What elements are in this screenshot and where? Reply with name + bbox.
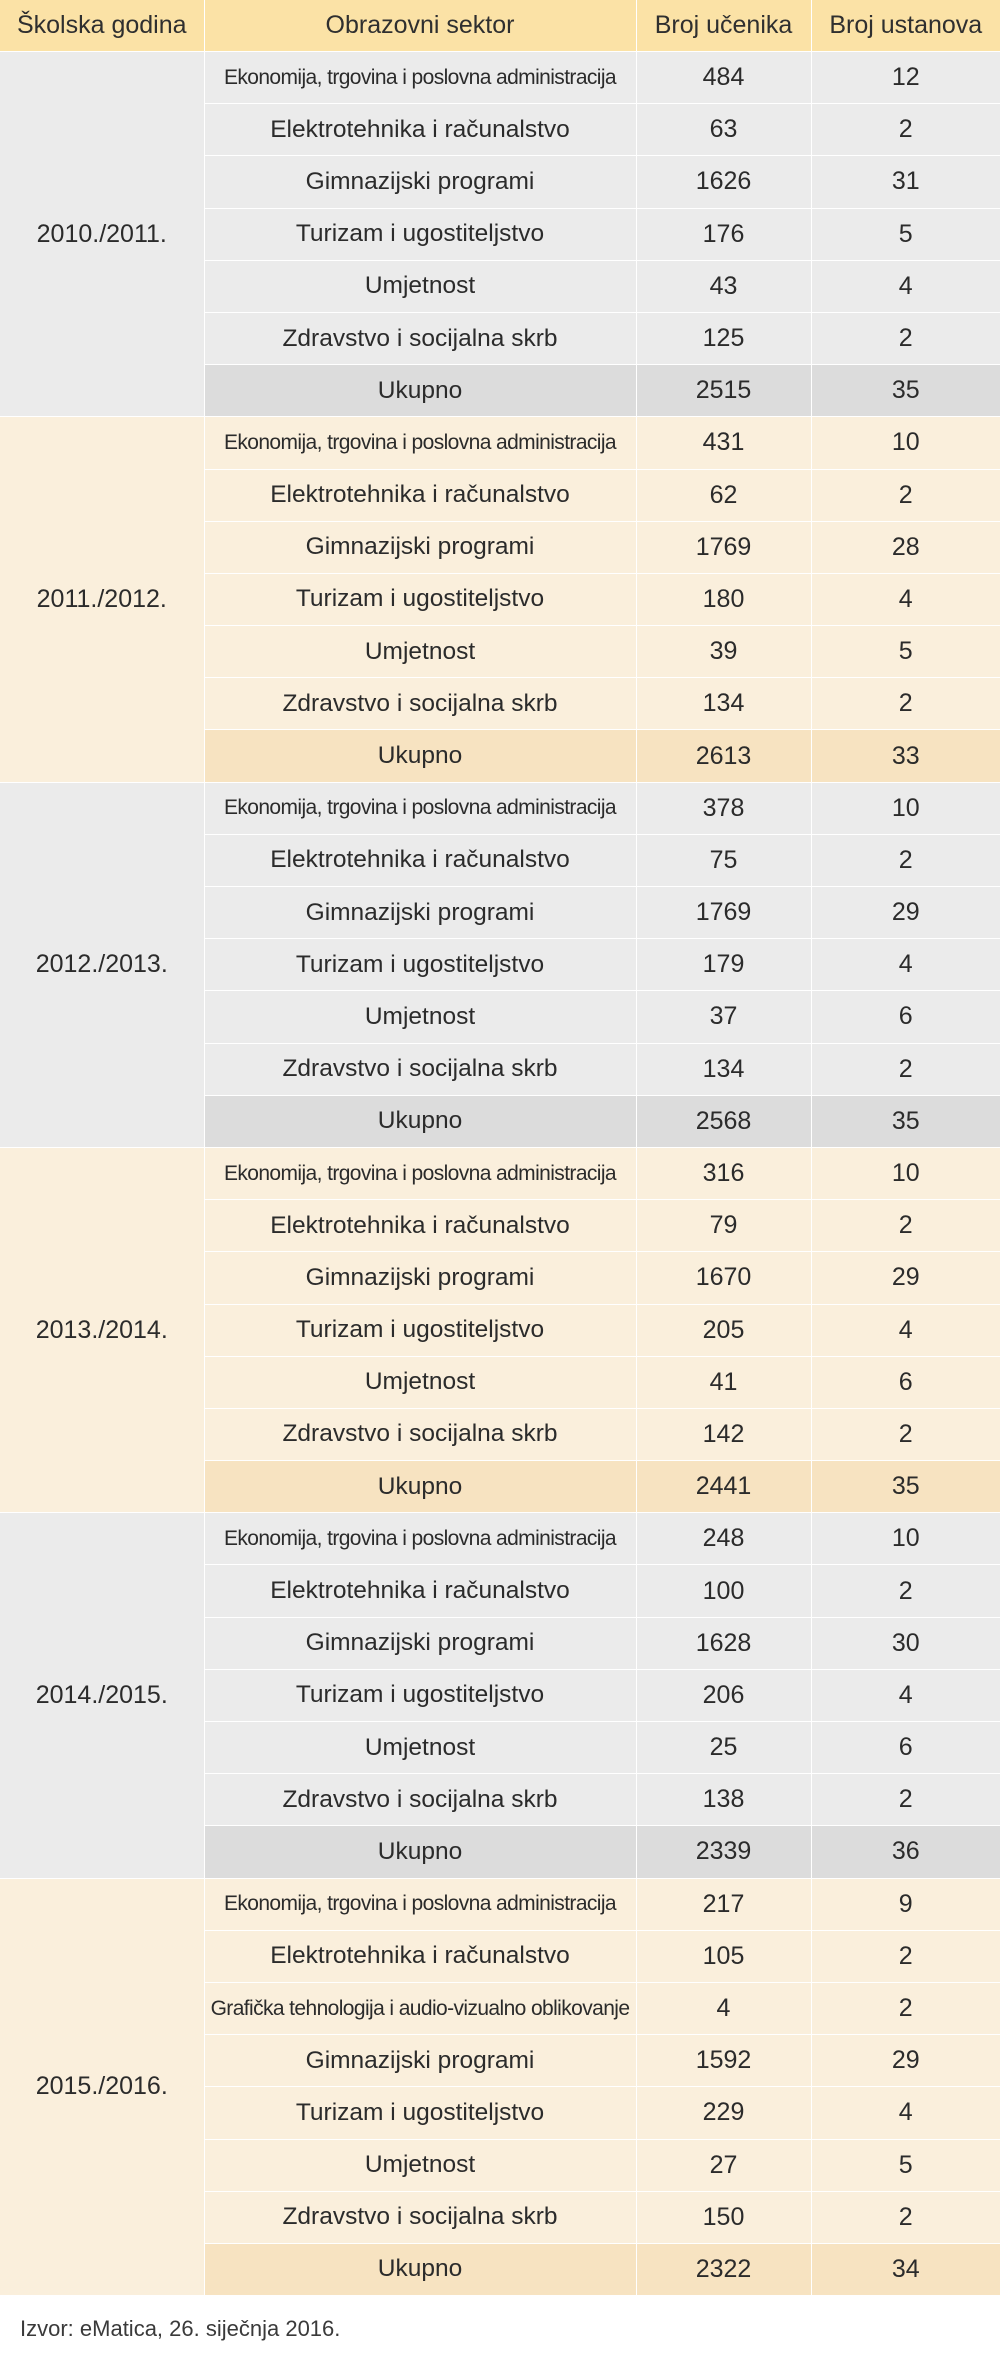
students-count-cell: 125 <box>636 312 811 364</box>
school-year-cell: 2013./2014. <box>0 1147 204 1512</box>
sector-cell: Zdravstvo i socijalna skrb <box>204 312 636 364</box>
students-count-cell: 41 <box>636 1356 811 1408</box>
sector-cell: Umjetnost <box>204 626 636 678</box>
students-count-cell: 2515 <box>636 365 811 417</box>
sector-cell: Elektrotehnika i računalstvo <box>204 1565 636 1617</box>
students-count-cell: 229 <box>636 2087 811 2139</box>
school-year-cell: 2014./2015. <box>0 1513 204 1878</box>
sector-cell: Elektrotehnika i računalstvo <box>204 1200 636 1252</box>
school-year-cell: 2010./2011. <box>0 52 204 417</box>
students-count-cell: 25 <box>636 1722 811 1774</box>
institutions-count-cell: 2 <box>811 104 1000 156</box>
sector-cell: Turizam i ugostiteljstvo <box>204 1304 636 1356</box>
students-count-cell: 75 <box>636 834 811 886</box>
sector-cell: Gimnazijski programi <box>204 2035 636 2087</box>
students-count-cell: 142 <box>636 1408 811 1460</box>
students-count-cell: 316 <box>636 1147 811 1199</box>
institutions-count-cell: 28 <box>811 521 1000 573</box>
sector-cell: Ekonomija, trgovina i poslovna administracija <box>204 417 636 469</box>
students-count-cell: 179 <box>636 939 811 991</box>
column-header-institutions: Broj ustanova <box>811 0 1000 52</box>
sector-cell: Ekonomija, trgovina i poslovna administracija <box>204 782 636 834</box>
institutions-count-cell: 2 <box>811 1043 1000 1095</box>
institutions-count-cell: 35 <box>811 1461 1000 1513</box>
institutions-count-cell: 2 <box>811 1565 1000 1617</box>
institutions-count-cell: 4 <box>811 260 1000 312</box>
sector-cell: Ekonomija, trgovina i poslovna administracija <box>204 1878 636 1930</box>
institutions-count-cell: 4 <box>811 2087 1000 2139</box>
table-row <box>0 52 1000 104</box>
sector-cell: Elektrotehnika i računalstvo <box>204 104 636 156</box>
students-count-cell: 150 <box>636 2191 811 2243</box>
students-count-cell: 2568 <box>636 1095 811 1147</box>
institutions-count-cell: 2 <box>811 1774 1000 1826</box>
total-label-cell: Ukupno <box>204 1826 636 1878</box>
students-count-cell: 63 <box>636 104 811 156</box>
students-count-cell: 62 <box>636 469 811 521</box>
sector-cell: Elektrotehnika i računalstvo <box>204 1930 636 1982</box>
students-count-cell: 43 <box>636 260 811 312</box>
institutions-count-cell: 33 <box>811 730 1000 782</box>
sector-cell: Umjetnost <box>204 2139 636 2191</box>
sector-cell: Elektrotehnika i računalstvo <box>204 469 636 521</box>
school-year-cell: 2011./2012. <box>0 417 204 782</box>
sector-cell: Turizam i ugostiteljstvo <box>204 573 636 625</box>
institutions-count-cell: 2 <box>811 469 1000 521</box>
students-count-cell: 134 <box>636 678 811 730</box>
institutions-count-cell: 4 <box>811 1669 1000 1721</box>
sector-cell: Turizam i ugostiteljstvo <box>204 939 636 991</box>
column-header-sector: Obrazovni sektor <box>204 0 636 52</box>
sector-cell: Turizam i ugostiteljstvo <box>204 208 636 260</box>
students-count-cell: 79 <box>636 1200 811 1252</box>
institutions-count-cell: 29 <box>811 2035 1000 2087</box>
students-count-cell: 176 <box>636 208 811 260</box>
institutions-count-cell: 34 <box>811 2243 1000 2295</box>
institutions-count-cell: 29 <box>811 1252 1000 1304</box>
institutions-count-cell: 2 <box>811 1408 1000 1460</box>
institutions-count-cell: 2 <box>811 1982 1000 2034</box>
table-header-row <box>0 0 1000 52</box>
institutions-count-cell: 5 <box>811 2139 1000 2191</box>
school-year-cell: 2012./2013. <box>0 782 204 1147</box>
institutions-count-cell: 6 <box>811 991 1000 1043</box>
institutions-count-cell: 35 <box>811 1095 1000 1147</box>
sector-cell: Gimnazijski programi <box>204 521 636 573</box>
students-count-cell: 2339 <box>636 1826 811 1878</box>
institutions-count-cell: 9 <box>811 1878 1000 1930</box>
sector-cell: Ekonomija, trgovina i poslovna administracija <box>204 52 636 104</box>
students-count-cell: 2322 <box>636 2243 811 2295</box>
sector-cell: Gimnazijski programi <box>204 1252 636 1304</box>
students-count-cell: 484 <box>636 52 811 104</box>
sector-cell: Grafička tehnologija i audio-vizualno oblikovanje <box>204 1982 636 2034</box>
students-count-cell: 248 <box>636 1513 811 1565</box>
institutions-count-cell: 2 <box>811 834 1000 886</box>
institutions-count-cell: 10 <box>811 1513 1000 1565</box>
students-count-cell: 39 <box>636 626 811 678</box>
students-count-cell: 431 <box>636 417 811 469</box>
institutions-count-cell: 2 <box>811 1930 1000 1982</box>
students-count-cell: 1626 <box>636 156 811 208</box>
sector-cell: Gimnazijski programi <box>204 1617 636 1669</box>
students-count-cell: 1592 <box>636 2035 811 2087</box>
institutions-count-cell: 10 <box>811 1147 1000 1199</box>
sector-cell: Ekonomija, trgovina i poslovna administracija <box>204 1513 636 1565</box>
students-count-cell: 1628 <box>636 1617 811 1669</box>
sector-cell: Umjetnost <box>204 260 636 312</box>
table-row <box>0 1147 1000 1199</box>
institutions-count-cell: 4 <box>811 1304 1000 1356</box>
students-count-cell: 134 <box>636 1043 811 1095</box>
institutions-count-cell: 10 <box>811 782 1000 834</box>
table-row <box>0 1513 1000 1565</box>
sector-cell: Gimnazijski programi <box>204 156 636 208</box>
sector-cell: Umjetnost <box>204 1722 636 1774</box>
students-count-cell: 1769 <box>636 521 811 573</box>
sector-cell: Zdravstvo i socijalna skrb <box>204 1043 636 1095</box>
total-label-cell: Ukupno <box>204 1095 636 1147</box>
institutions-count-cell: 4 <box>811 939 1000 991</box>
total-label-cell: Ukupno <box>204 730 636 782</box>
students-count-cell: 206 <box>636 1669 811 1721</box>
total-label-cell: Ukupno <box>204 2243 636 2295</box>
students-count-cell: 1769 <box>636 887 811 939</box>
students-count-cell: 4 <box>636 1982 811 2034</box>
students-count-cell: 138 <box>636 1774 811 1826</box>
students-count-cell: 1670 <box>636 1252 811 1304</box>
institutions-count-cell: 10 <box>811 417 1000 469</box>
column-header-students: Broj učenika <box>636 0 811 52</box>
table-body <box>0 52 1000 2296</box>
institutions-count-cell: 36 <box>811 1826 1000 1878</box>
institutions-count-cell: 31 <box>811 156 1000 208</box>
sector-cell: Turizam i ugostiteljstvo <box>204 2087 636 2139</box>
students-count-cell: 105 <box>636 1930 811 1982</box>
sector-cell: Ekonomija, trgovina i poslovna administracija <box>204 1147 636 1199</box>
students-count-cell: 217 <box>636 1878 811 1930</box>
table-row <box>0 417 1000 469</box>
students-count-cell: 180 <box>636 573 811 625</box>
source-note: Izvor: eMatica, 26. siječnja 2016. <box>20 2316 341 2342</box>
total-label-cell: Ukupno <box>204 365 636 417</box>
institutions-count-cell: 29 <box>811 887 1000 939</box>
sector-cell: Gimnazijski programi <box>204 887 636 939</box>
total-label-cell: Ukupno <box>204 1461 636 1513</box>
institutions-count-cell: 2 <box>811 312 1000 364</box>
students-count-cell: 205 <box>636 1304 811 1356</box>
table-row <box>0 782 1000 834</box>
institutions-count-cell: 12 <box>811 52 1000 104</box>
sector-cell: Zdravstvo i socijalna skrb <box>204 2191 636 2243</box>
students-count-cell: 2441 <box>636 1461 811 1513</box>
institutions-count-cell: 2 <box>811 2191 1000 2243</box>
column-header-year: Školska godina <box>0 0 204 52</box>
institutions-count-cell: 2 <box>811 678 1000 730</box>
institutions-count-cell: 5 <box>811 626 1000 678</box>
sector-cell: Umjetnost <box>204 1356 636 1408</box>
students-count-cell: 100 <box>636 1565 811 1617</box>
students-count-cell: 378 <box>636 782 811 834</box>
institutions-count-cell: 35 <box>811 365 1000 417</box>
students-count-cell: 2613 <box>636 730 811 782</box>
institutions-count-cell: 2 <box>811 1200 1000 1252</box>
students-count-cell: 27 <box>636 2139 811 2191</box>
sector-cell: Umjetnost <box>204 991 636 1043</box>
sector-cell: Zdravstvo i socijalna skrb <box>204 678 636 730</box>
institutions-count-cell: 6 <box>811 1356 1000 1408</box>
institutions-count-cell: 6 <box>811 1722 1000 1774</box>
table-row <box>0 1878 1000 1930</box>
institutions-count-cell: 4 <box>811 573 1000 625</box>
sector-cell: Zdravstvo i socijalna skrb <box>204 1774 636 1826</box>
institutions-count-cell: 5 <box>811 208 1000 260</box>
sector-cell: Zdravstvo i socijalna skrb <box>204 1408 636 1460</box>
school-year-cell: 2015./2016. <box>0 1878 204 2296</box>
sector-cell: Turizam i ugostiteljstvo <box>204 1669 636 1721</box>
students-count-cell: 37 <box>636 991 811 1043</box>
sector-cell: Elektrotehnika i računalstvo <box>204 834 636 886</box>
institutions-count-cell: 30 <box>811 1617 1000 1669</box>
